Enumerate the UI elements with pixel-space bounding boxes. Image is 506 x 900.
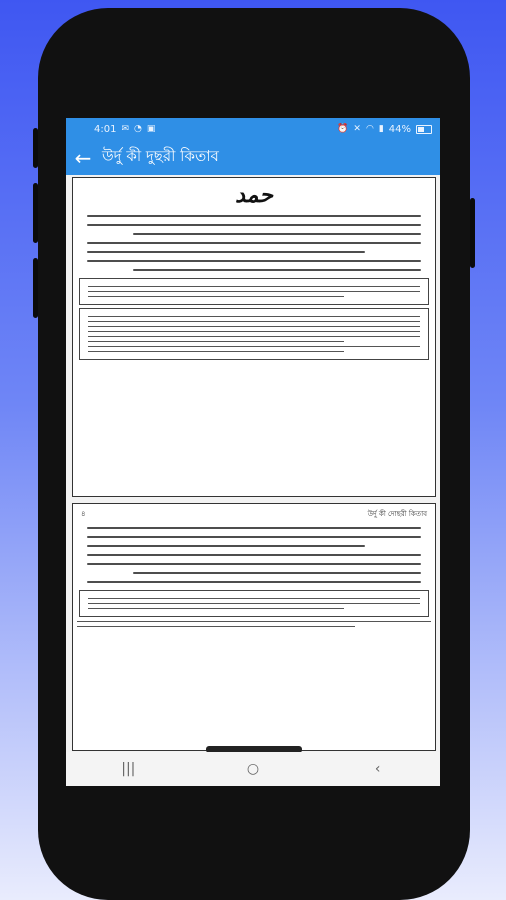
vocabulary-box-2 bbox=[79, 590, 429, 617]
signal-icon: ▮ bbox=[378, 123, 384, 134]
vocabulary-box bbox=[79, 278, 429, 305]
app-title: উর্দু কী দুছরী কিতাব bbox=[102, 147, 219, 165]
home-button[interactable]: ○ bbox=[246, 761, 260, 777]
book-page-viewer[interactable] bbox=[66, 175, 440, 752]
power-button bbox=[470, 198, 475, 268]
recent-apps-button[interactable]: ||| bbox=[121, 761, 136, 777]
battery-percent: 44% bbox=[388, 123, 411, 135]
email-icon: ✉ bbox=[121, 123, 130, 134]
message-icon: ▣ bbox=[146, 123, 156, 134]
alarm-icon: ⏰ bbox=[337, 123, 349, 134]
urdu-text-block-2 bbox=[73, 527, 435, 583]
page-header bbox=[73, 504, 435, 520]
book-page-2 bbox=[72, 503, 436, 751]
page-number: ৪ bbox=[81, 510, 86, 518]
translation-text-2 bbox=[73, 621, 435, 627]
book-page-1 bbox=[72, 177, 436, 497]
status-bar bbox=[66, 118, 440, 140]
running-header: উর্দু কী দোছরী কিতাব bbox=[367, 510, 427, 518]
whatsapp-icon: ◔ bbox=[134, 123, 142, 134]
back-arrow-icon[interactable]: ← bbox=[74, 145, 92, 170]
page-heading: حمد bbox=[235, 182, 273, 208]
translation-box bbox=[79, 308, 429, 360]
back-button[interactable]: ‹ bbox=[374, 761, 381, 777]
wifi-icon: ◠ bbox=[365, 123, 374, 134]
battery-icon bbox=[416, 125, 432, 134]
volume-up-button bbox=[33, 128, 38, 168]
app-bar bbox=[66, 140, 440, 175]
status-time: 4:01 bbox=[94, 123, 117, 135]
navigation-bar bbox=[66, 752, 440, 786]
phone-screen bbox=[66, 118, 440, 786]
volume-down-button bbox=[33, 183, 38, 243]
urdu-text-block bbox=[73, 215, 435, 271]
mute-icon: ✕ bbox=[353, 123, 361, 134]
side-button bbox=[33, 258, 38, 318]
